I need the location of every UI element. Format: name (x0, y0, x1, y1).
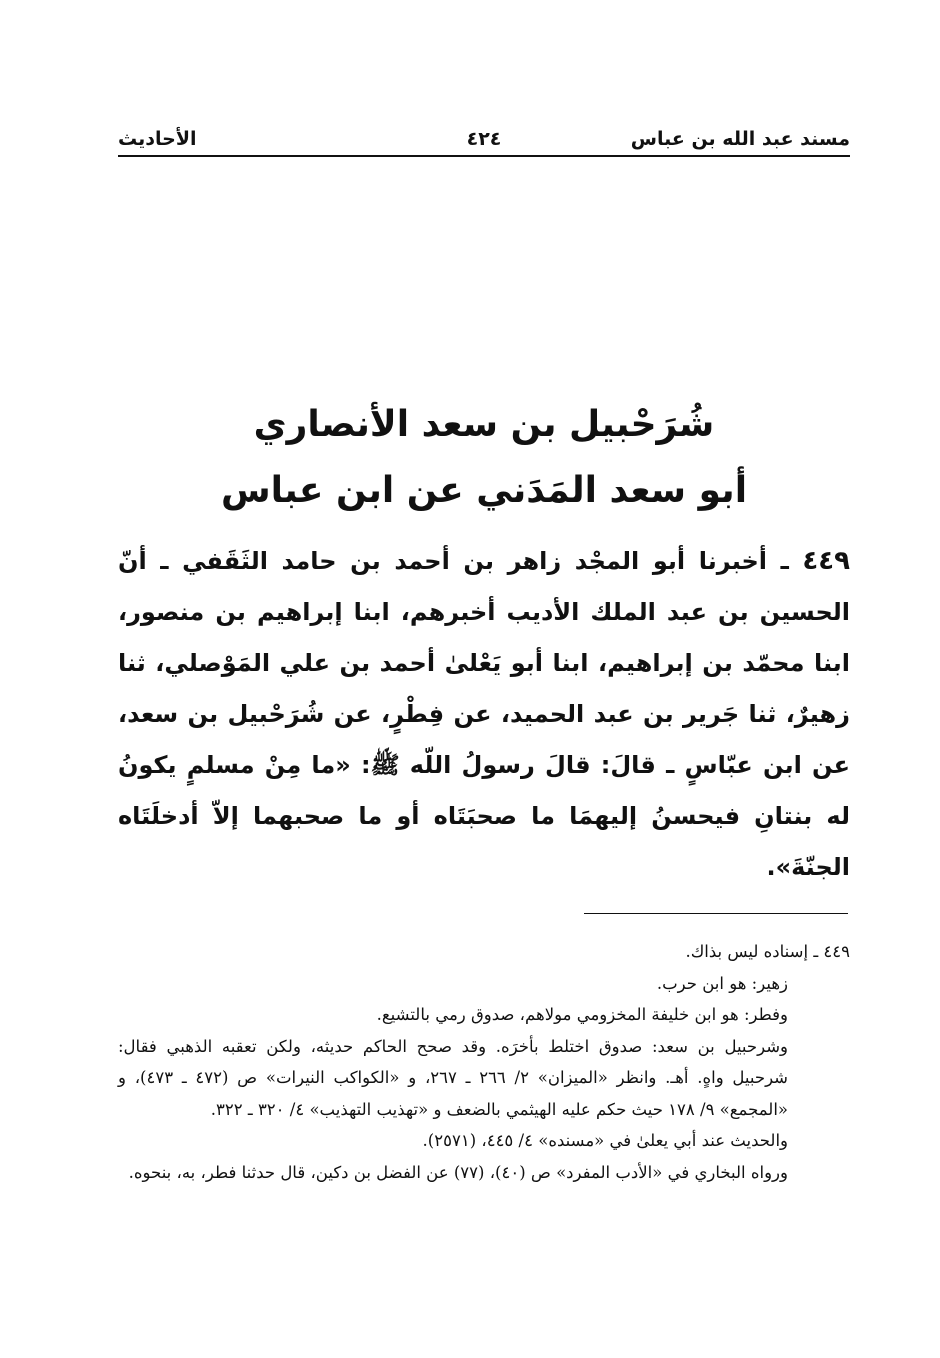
header-section-title: الأحاديث (118, 128, 197, 150)
footnote-line: والحديث عند أبي يعلىٰ في «مسنده» ٤/ ٤٤٥، (٢٥٧١). (422, 1131, 788, 1150)
hadith-paragraph (118, 536, 850, 893)
footnote-line: زهير: هو ابن حرب. (656, 973, 788, 993)
footnote-number: ٤٤٩ (823, 942, 850, 961)
footnote-line: وشرحبيل بن سعد: صدوق اختلط بأخرَه. وقد صحح الحاكم حديثه، ولكن تعقبه الذهبي فقال: شرحبيل واهٍ. أهـ. وانظر «الميزان» ٢/ ٢٦٦ ـ ٢٦٧، و «الكواكب النيرات» ص (٤٧٢ ـ ٤٧٣)، و «المجمع» ٩/ ١٧٨ حيث حكم عليه الهيثمي بالضعف و «تهذيب التهذيب» ٤/ ٣٢٠ ـ ٣٢٢. (118, 1036, 789, 1119)
footnote-line: وفطر: هو ابن خليفة المخزومي مولاهم، صدوق رمي بالتشيع. (376, 1005, 788, 1024)
chapter-heading-line-2: أبو سعد المَدَني عن ابن عباس (220, 470, 748, 511)
footnote-text: ـ إسناده ليس بذاك. (685, 942, 819, 961)
footnotes (118, 936, 850, 1188)
hadith-number: ٤٤٩ (802, 546, 851, 576)
footnote-line (118, 936, 850, 968)
header-book-title: مسند عبد الله بن عباس (630, 128, 850, 150)
footnote-line: ورواه البخاري في «الأدب المفرد» ص (٤٠)، (٧٧) عن الفضل بن دكين، قال حدثنا فطر، به، بنحوه. (128, 1162, 788, 1182)
header-page-number: ٤٢٤ (466, 128, 502, 150)
chapter-heading (118, 392, 850, 524)
hadith-text: ـ أخبرنا أبو المجْد زاهر بن أحمد بن حامد الثَقَفي ـ أنّ الحسين بن عبد الملك الأديب أخبرهم، ابنا إبراهيم بن منصور، ابنا محمّد بن إبراهيم، ابنا أبو يَعْلىٰ أحمد بن علي المَوْصلي، ثنا زهيرٌ، ثنا جَرير بن عبد الحميد، عن فِطْرٍ، عن شُرَحْبيل بن سعد، عن ابن عبّاسٍ ـ قالَ: قالَ رسولُ اللّه ﷺ: «ما مِنْ مسلمٍ يكونُ له بنتانِ فيحسنُ إليهمَا ما صحبَتَاه أو ما صحبهما إلاّ أدخلَتَاه الجنّةَ». (118, 547, 850, 881)
header-rule (118, 155, 850, 157)
footnote-separator (584, 913, 848, 914)
chapter-heading-line-1: شُرَحْبيل بن سعد الأنصاري (253, 404, 715, 445)
